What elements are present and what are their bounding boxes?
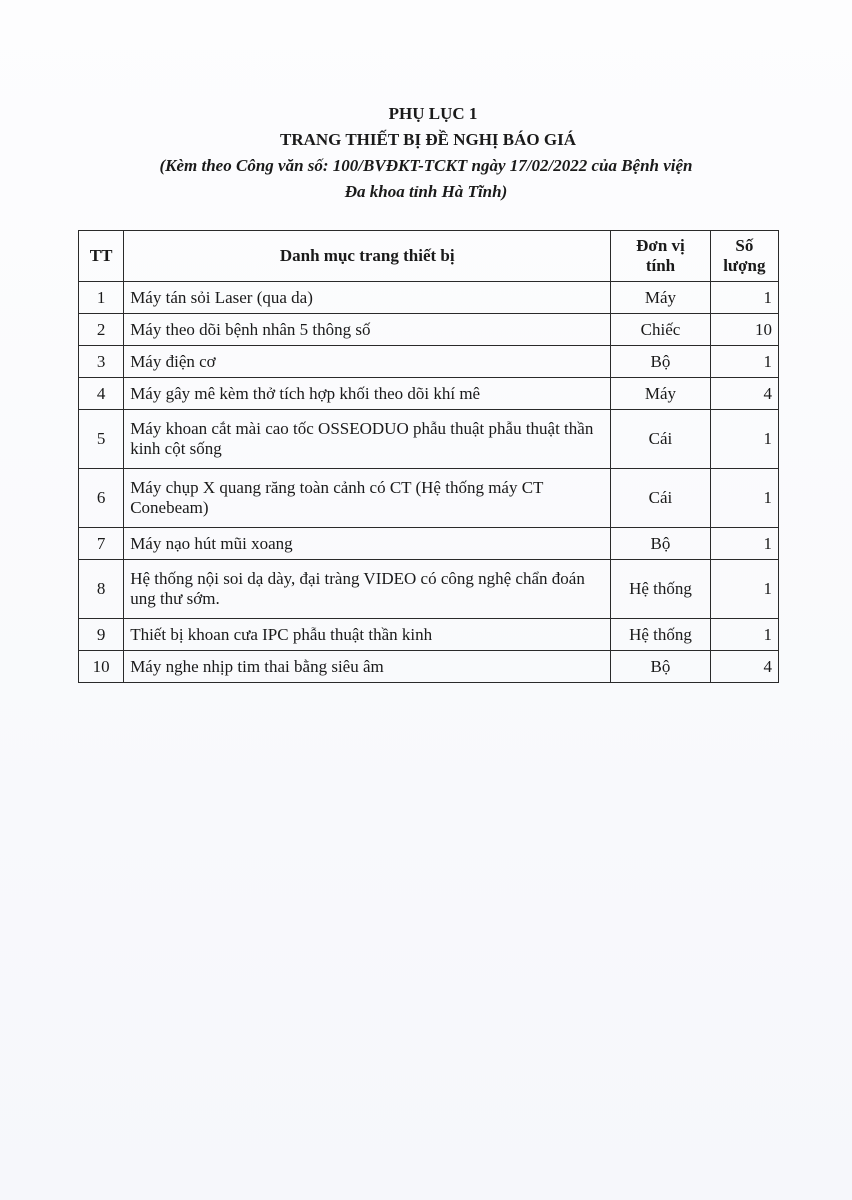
row-tt: 1 [79,282,124,314]
table-row [79,346,779,378]
row-qty: 4 [710,651,778,683]
row-qty: 1 [710,528,778,560]
row-tt: 6 [79,469,124,528]
row-unit: Cái [611,469,710,528]
table-row [79,560,779,619]
row-name: Máy nạo hút mũi xoang [124,528,611,560]
table-row [79,410,779,469]
row-unit: Bộ [611,528,710,560]
document-title: TRANG THIẾT BỊ ĐỀ NGHỊ BÁO GIÁ [280,130,576,149]
row-qty: 10 [710,314,778,346]
row-tt: 9 [79,619,124,651]
table-row [79,282,779,314]
table-row [79,528,779,560]
row-unit: Hệ thống [611,619,710,651]
table-row [79,651,779,683]
table-row [79,619,779,651]
header-unit [611,231,710,282]
row-unit: Bộ [611,346,710,378]
header-unit-line2: tính [645,256,676,275]
row-unit: Hệ thống [611,560,710,619]
row-qty: 1 [710,469,778,528]
document-header [0,102,852,204]
row-tt: 8 [79,560,124,619]
row-name: Máy khoan cắt mài cao tốc OSSEODUO phẫu thuật phẫu thuật thần kinh cột sống [124,410,611,469]
row-name: Hệ thống nội soi dạ dày, đại tràng VIDEO có công nghệ chẩn đoán ung thư sớm. [124,560,611,619]
appendix-title: PHỤ LỤC 1 [388,104,478,123]
row-name: Máy chụp X quang răng toàn cảnh có CT (Hệ thống máy CT Conebeam) [124,469,611,528]
row-name: Máy tán sỏi Laser (qua da) [124,282,611,314]
row-tt: 3 [79,346,124,378]
header-tt: TT [79,231,124,282]
row-unit: Cái [611,410,710,469]
reference-line-1: (Kèm theo Công văn số: 100/BVĐKT-TCKT ngày 17/02/2022 của Bệnh viện [159,156,693,175]
row-qty: 4 [710,378,778,410]
row-unit: Chiếc [611,314,710,346]
row-qty: 1 [710,410,778,469]
table-row [79,314,779,346]
row-name: Máy điện cơ [124,346,611,378]
row-tt: 10 [79,651,124,683]
header-qty [710,231,778,282]
row-name: Thiết bị khoan cưa IPC phẫu thuật thần kinh [124,619,611,651]
table-row [79,378,779,410]
row-name: Máy gây mê kèm thở tích hợp khối theo dõi khí mê [124,378,611,410]
equipment-table [78,230,779,683]
header-qty-line2: lượng [723,256,766,275]
row-name: Máy nghe nhịp tim thai bằng siêu âm [124,651,611,683]
table-row [79,469,779,528]
row-tt: 4 [79,378,124,410]
row-tt: 7 [79,528,124,560]
reference-line-2: Đa khoa tỉnh Hà Tĩnh) [344,182,508,201]
header-unit-line1: Đơn vị [636,236,685,255]
row-unit: Bộ [611,651,710,683]
row-tt: 5 [79,410,124,469]
row-unit: Máy [611,282,710,314]
row-qty: 1 [710,619,778,651]
row-tt: 2 [79,314,124,346]
header-qty-line1: Số [735,236,754,255]
header-name: Danh mục trang thiết bị [124,231,611,282]
row-qty: 1 [710,560,778,619]
row-name: Máy theo dõi bệnh nhân 5 thông số [124,314,611,346]
table-header-row [79,231,779,282]
row-qty: 1 [710,282,778,314]
row-qty: 1 [710,346,778,378]
row-unit: Máy [611,378,710,410]
